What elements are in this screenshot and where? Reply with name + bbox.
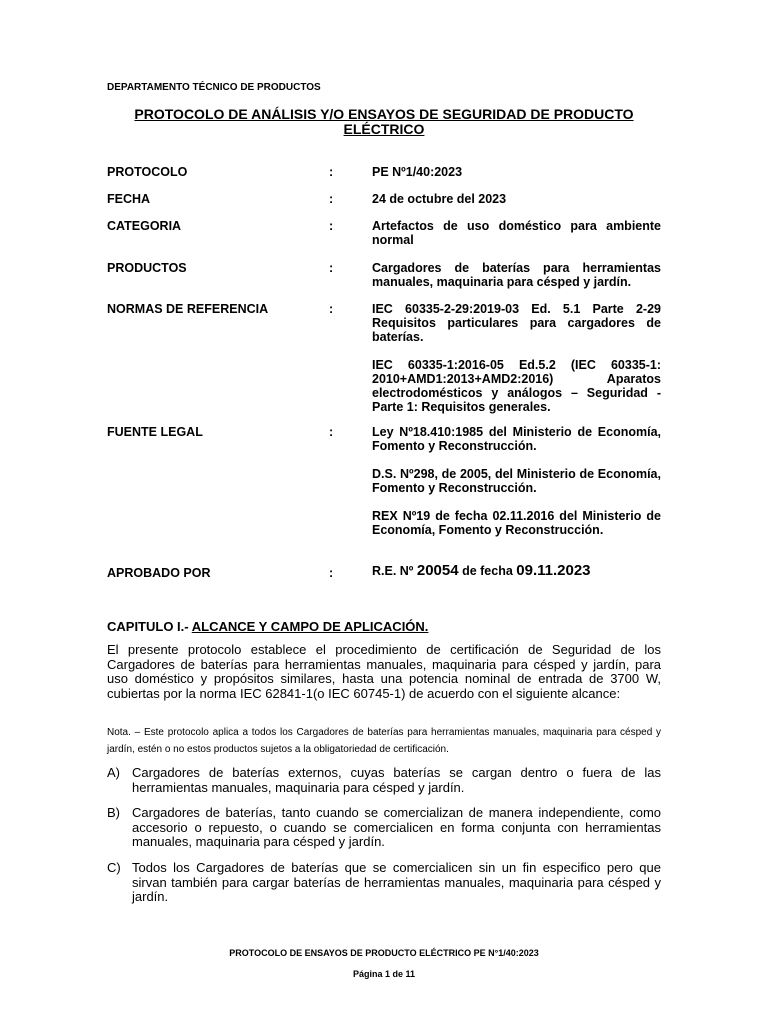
norma-item: IEC 60335-1:2016-05 Ed.5.2 (IEC 60335-1: 2010+AMD1:2013+AMD2:2016) Aparatos electrodomésticos y análogos – Seguridad - Parte 1: Requisitos generales.	[372, 358, 661, 414]
norma-item: IEC 60335-2-29:2019-03 Ed. 5.1 Parte 2-29 Requisitos particulares para cargadores de baterías.	[372, 302, 661, 344]
page-number: Página 1 de 11	[352, 969, 416, 979]
field-value	[372, 302, 661, 428]
field-colon: :	[329, 566, 334, 580]
resolution-prefix: R.E. Nº	[372, 564, 414, 578]
fuente-item: Ley Nº18.410:1985 del Ministerio de Economía, Fomento y Reconstrucción.	[372, 425, 661, 453]
list-letter: C)	[107, 860, 121, 875]
chapter-title: ALCANCE Y CAMPO DE APLICACIÓN.	[191, 619, 429, 634]
list-text: Cargadores de baterías, tanto cuando se comercializan de manera independiente, como accesorio o repuesto, o cuando se comercialicen en forma conjunta con herramientas manuales, maquinaria para césped y jardín.	[132, 805, 661, 849]
list-letter: B)	[107, 805, 120, 820]
field-label: CATEGORIA	[107, 219, 182, 233]
footer-title: PROTOCOLO DE ENSAYOS DE PRODUCTO ELÉCTRICO PE N°1/40:2023	[229, 948, 539, 958]
field-label: FUENTE LEGAL	[107, 425, 203, 439]
field-colon: :	[329, 302, 334, 316]
field-value	[372, 564, 661, 578]
fuente-item: D.S. Nº298, de 2005, del Ministerio de Economía, Fomento y Reconstrucción.	[372, 467, 661, 495]
field-colon: :	[329, 425, 334, 439]
note-paragraph: Nota. – Este protocolo aplica a todos los Cargadores de baterías para herramientas manuales, maquinaria para césped y jardín, estén o no estos productos sujetos a la obligatoriedad de certificación.	[107, 727, 661, 755]
department-header: DEPARTAMENTO TÉCNICO DE PRODUCTOS	[107, 82, 321, 93]
list-text: Cargadores de baterías externos, cuyas baterías se cargan dentro o fuera de las herramientas manuales, maquinaria para césped y jardín.	[132, 765, 661, 795]
field-label: PROTOCOLO	[107, 165, 188, 179]
field-value	[372, 425, 661, 551]
resolution-number: 20054	[416, 562, 459, 579]
list-text: Todos los Cargadores de baterías que se comercialicen sin un fin especifico pero que sirvan también para cargar baterías de herramientas manuales, maquinaria para césped y jardín.	[132, 860, 661, 904]
field-colon: :	[329, 192, 334, 206]
field-colon: :	[329, 165, 334, 179]
field-colon: :	[329, 261, 334, 275]
field-label: PRODUCTOS	[107, 261, 187, 275]
field-label: FECHA	[107, 192, 151, 206]
field-value: PE Nº1/40:2023	[372, 165, 463, 179]
field-value: Artefactos de uso doméstico para ambiente normal	[372, 219, 661, 247]
intro-paragraph: El presente protocolo establece el procedimiento de certificación de Seguridad de los Cargadores de baterías para herramientas manuales, maquinaria para césped y jardín, para uso doméstico y propósitos similares, hasta una potencia nominal de entrada de 3700 W, cubiertas por la norma IEC 62841-1(o IEC 60745-1) de acuerdo con el siguiente alcance:	[107, 642, 661, 701]
document-title: PROTOCOLO DE ANÁLISIS Y/O ENSAYOS DE SEGURIDAD DE PRODUCTO ELÉCTRICO	[134, 106, 634, 137]
field-label: APROBADO POR	[107, 566, 211, 580]
field-label: NORMAS DE REFERENCIA	[107, 302, 269, 316]
list-letter: A)	[107, 765, 120, 780]
field-colon: :	[329, 219, 334, 233]
resolution-date: 09.11.2023	[516, 562, 591, 579]
field-value: Cargadores de baterías para herramientas manuales, maquinaria para césped y jardín.	[372, 261, 661, 289]
fuente-item: REX Nº19 de fecha 02.11.2016 del Ministerio de Economía, Fomento y Reconstrucción.	[372, 509, 661, 537]
resolution-mid: de fecha	[462, 564, 513, 578]
chapter-heading	[107, 619, 428, 634]
field-value: 24 de octubre del 2023	[372, 192, 507, 206]
chapter-prefix: CAPITULO I.-	[107, 619, 189, 634]
